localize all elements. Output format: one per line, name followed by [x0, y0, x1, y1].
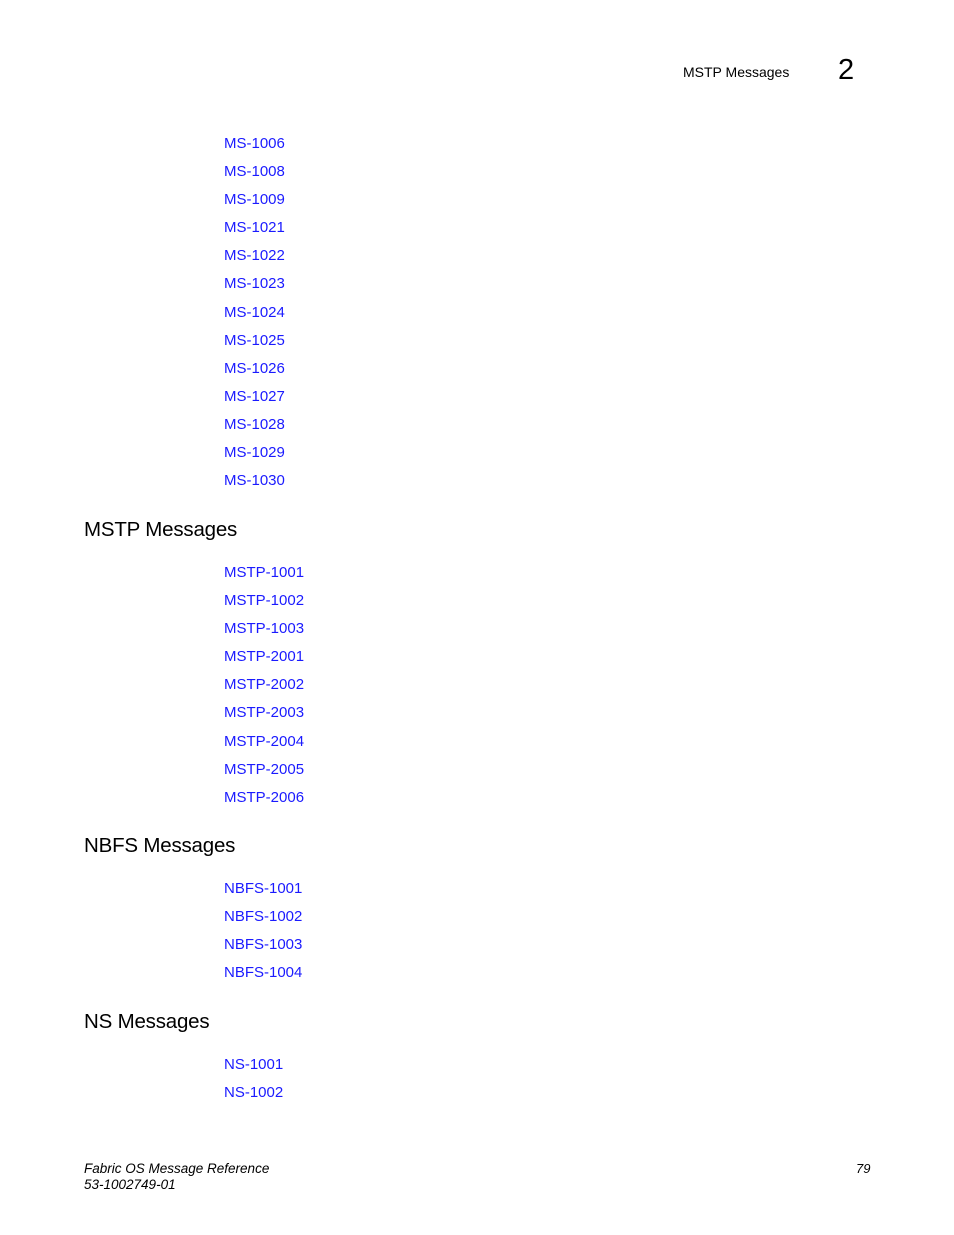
- message-link[interactable]: NBFS-1004: [224, 964, 303, 982]
- list-item: [224, 564, 304, 592]
- list-item: [224, 416, 285, 444]
- message-link[interactable]: MS-1008: [224, 163, 285, 181]
- list-item: [224, 135, 285, 163]
- list-item: [224, 388, 285, 416]
- list-item: [224, 908, 302, 936]
- message-link[interactable]: MS-1029: [224, 444, 285, 462]
- list-item: [224, 761, 304, 789]
- list-item: [224, 964, 302, 992]
- list-item: [224, 1084, 283, 1112]
- list-item: [224, 936, 302, 964]
- ms-link-list: [224, 135, 285, 500]
- message-link[interactable]: MSTP-1001: [224, 564, 305, 581]
- list-item: [224, 676, 304, 704]
- list-item: [224, 191, 285, 219]
- message-link[interactable]: MS-1021: [224, 219, 285, 237]
- message-link[interactable]: MS-1023: [224, 275, 285, 293]
- list-item: [224, 880, 302, 908]
- message-link[interactable]: MSTP-2006: [224, 788, 305, 806]
- message-link[interactable]: MS-1006: [224, 135, 285, 152]
- message-link[interactable]: MS-1025: [224, 331, 285, 349]
- message-link[interactable]: MSTP-1002: [224, 592, 305, 610]
- list-item: [224, 219, 285, 247]
- list-item: [224, 472, 285, 500]
- header-title: MSTP Messages: [683, 64, 790, 80]
- section-heading-mstp: MSTP Messages: [84, 518, 238, 541]
- message-link[interactable]: MS-1028: [224, 415, 285, 433]
- message-link[interactable]: MSTP-2003: [224, 704, 305, 722]
- footer-doc-number: 53-1002749-01: [84, 1176, 176, 1192]
- list-item: [224, 733, 304, 761]
- message-link[interactable]: NBFS-1002: [224, 908, 303, 926]
- list-item: [224, 704, 304, 732]
- list-item: [224, 1056, 283, 1084]
- mstp-link-list: [224, 564, 304, 817]
- message-link[interactable]: MS-1022: [224, 247, 285, 265]
- footer-doc-title: Fabric OS Message Reference: [84, 1161, 270, 1176]
- message-link[interactable]: MSTP-2002: [224, 676, 305, 694]
- message-link[interactable]: MS-1009: [224, 191, 285, 209]
- list-item: [224, 360, 285, 388]
- list-item: [224, 789, 304, 817]
- message-link[interactable]: NBFS-1001: [224, 880, 303, 897]
- list-item: [224, 247, 285, 275]
- message-link[interactable]: NS-1002: [224, 1084, 284, 1102]
- list-item: [224, 275, 285, 303]
- message-link[interactable]: MSTP-1003: [224, 620, 305, 638]
- message-link[interactable]: MS-1024: [224, 303, 285, 321]
- message-link[interactable]: MS-1030: [224, 472, 285, 490]
- message-link[interactable]: NBFS-1003: [224, 936, 303, 954]
- list-item: [224, 332, 285, 360]
- list-item: [224, 444, 285, 472]
- list-item: [224, 592, 304, 620]
- chapter-number: 2: [838, 54, 855, 86]
- message-link[interactable]: MS-1026: [224, 359, 285, 377]
- message-link[interactable]: MSTP-2001: [224, 648, 305, 666]
- message-link[interactable]: MS-1027: [224, 387, 285, 405]
- list-item: [224, 304, 285, 332]
- footer-doc-info: [84, 1161, 269, 1192]
- message-link[interactable]: MSTP-2005: [224, 760, 305, 778]
- section-heading-nbfs: NBFS Messages: [84, 834, 236, 857]
- list-item: [224, 648, 304, 676]
- message-link[interactable]: MSTP-2004: [224, 732, 305, 750]
- section-heading-ns: NS Messages: [84, 1010, 210, 1033]
- message-link[interactable]: NS-1001: [224, 1056, 284, 1073]
- ns-link-list: [224, 1056, 283, 1112]
- list-item: [224, 620, 304, 648]
- nbfs-link-list: [224, 880, 302, 992]
- list-item: [224, 163, 285, 191]
- page-number: 79: [856, 1161, 871, 1176]
